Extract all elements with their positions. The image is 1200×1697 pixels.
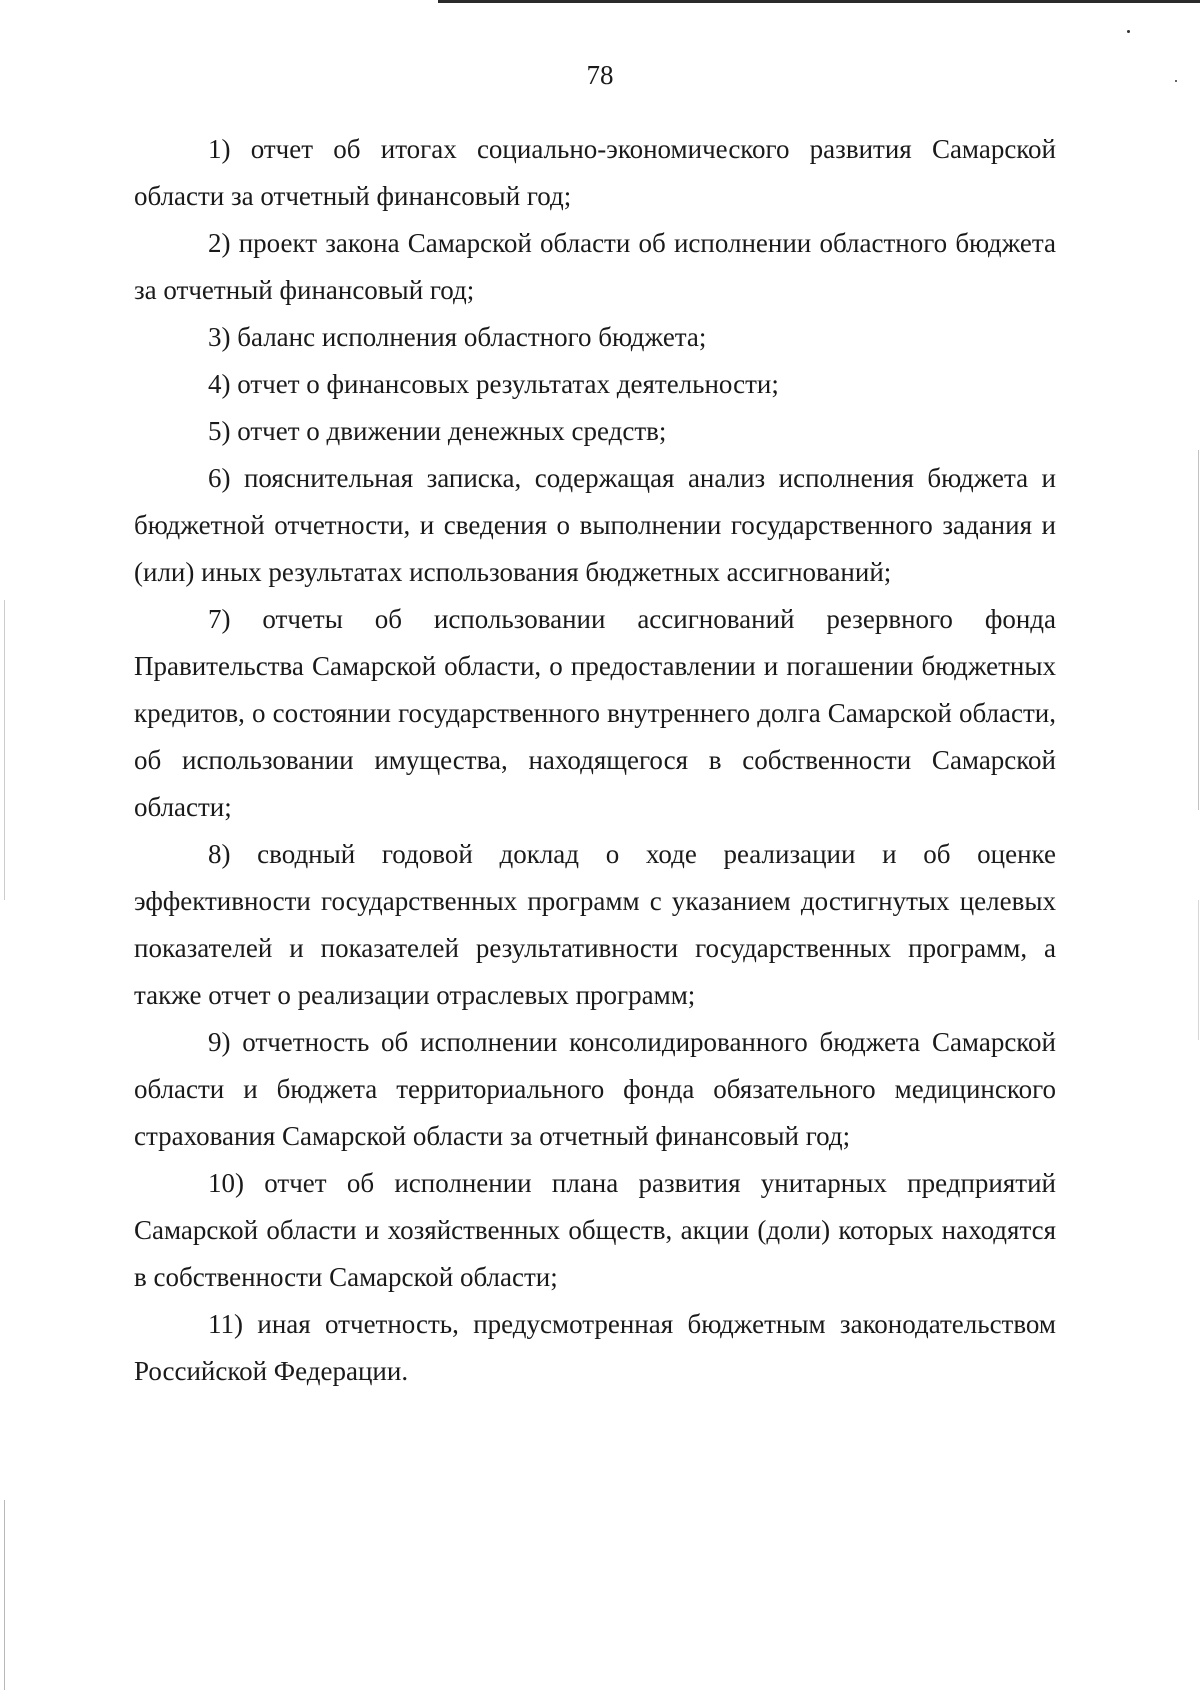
list-item-10: 10) отчет об исполнении плана развития унитарных предприятий Самарской области и хозяйственных обществ, акции (доли) которых находятся в собственности Самарской области; [134, 1168, 1056, 1292]
list-item-2: 2) проект закона Самарской области об исполнении областного бюджета за отчетный финансовый год; [134, 228, 1056, 305]
scan-edge-right-lower [1198, 900, 1199, 1040]
document-body [134, 126, 1056, 1395]
scan-edge-left-lower [4, 1500, 5, 1690]
scan-edge-right [1198, 450, 1199, 810]
scan-edge-left [4, 600, 5, 900]
scan-speck [1127, 30, 1130, 33]
list-item-1: 1) отчет об итогах социально-экономического развития Самарской области за отчетный финансовый год; [134, 134, 1056, 211]
list-item-6: 6) пояснительная записка, содержащая анализ исполнения бюджета и бюджетной отчетности, и сведения о выполнении государственного задания и (или) иных результатах использования бюджетных ассигнований; [134, 463, 1056, 587]
list-item-9: 9) отчетность об исполнении консолидированного бюджета Самарской области и бюджета территориального фонда обязательного медицинского страхования Самарской области за отчетный финансовый год; [134, 1027, 1056, 1151]
list-item-4: 4) отчет о финансовых результатах деятельности; [208, 369, 779, 399]
list-item-5: 5) отчет о движении денежных средств; [208, 416, 667, 446]
list-item-3: 3) баланс исполнения областного бюджета; [208, 322, 707, 352]
list-item-11: 11) иная отчетность, предусмотренная бюджетным законодательством Российской Федерации. [134, 1309, 1056, 1386]
list-item-8: 8) сводный годовой доклад о ходе реализации и об оценке эффективности государственных программ с указанием достигнутых целевых показателей и показателей результативности государственных программ, а также отчет о реализации отраслевых программ; [134, 839, 1056, 1010]
list-item-7: 7) отчеты об использовании ассигнований резервного фонда Правительства Самарской области, о предоставлении и погашении бюджетных кредитов, о состоянии государственного внутреннего долга Самарской области, об использовании имущества, находящегося в собственности Самарской области; [134, 604, 1056, 822]
top-rule-line [438, 0, 1200, 3]
page-number: 78 [586, 60, 614, 90]
